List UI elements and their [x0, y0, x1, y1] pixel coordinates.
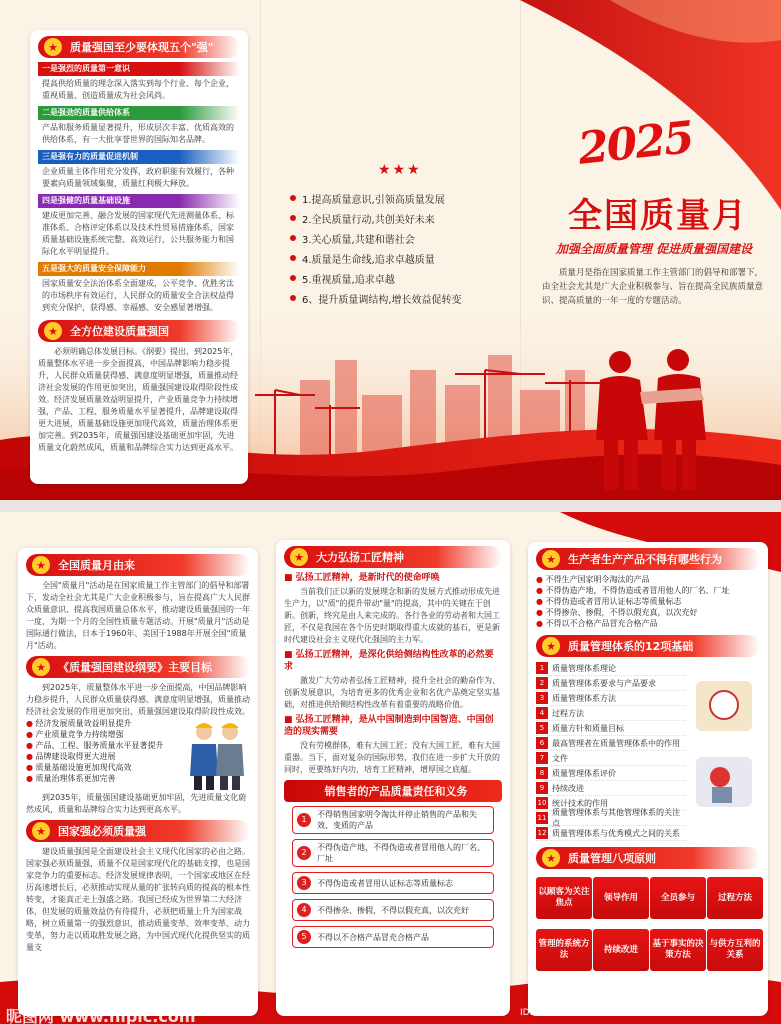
- cover-year: 2025: [575, 112, 695, 175]
- craftsman-sections: [284, 572, 502, 776]
- craftsman-subheading-text: 弘扬工匠精神，是新时代的使命呼唤: [295, 573, 440, 583]
- cover-slogan: 加强全面质量管理 促进质量强国建设: [555, 242, 753, 256]
- slogan-text: 5.重视质量,追求卓越: [302, 274, 395, 286]
- red-dot-icon: ●: [26, 741, 36, 750]
- producer-header: [536, 548, 760, 570]
- principle-tile: 以顾客为关注焦点: [536, 877, 592, 919]
- craftsman-subheading: [284, 714, 502, 738]
- red-square-icon: ■: [284, 573, 296, 583]
- producer-item: [536, 607, 760, 618]
- producer-item: [536, 618, 760, 629]
- craftsman-subbody: 没有劳模群体，难有大国工匠；没有大国工匠，难有大国重器。当下，面对复杂的国际形势，我们在进一步扩大开放的同时，更要练好内功，培育工匠精神，增厚国之底蕴。: [284, 741, 500, 774]
- basis-item-text: 质量管理体系理论: [552, 663, 616, 673]
- goal-bullet-text: 产品、工程、服务质量水平显著提升: [35, 741, 164, 750]
- red-dot-icon: ●: [26, 719, 36, 728]
- craftsman-subheading: [284, 572, 502, 584]
- goals-bullets: [26, 718, 176, 784]
- slogan-text: 3.关心质量,共建和谐社会: [302, 234, 415, 246]
- seller-duty-text: 不得销售国家明令淘汰并停止销售的产品和失效、变质的产品: [317, 810, 477, 830]
- seller-duty-item: [292, 926, 494, 948]
- five-item-heading: 四是强健的质量基础设施: [38, 194, 240, 208]
- slogan-item: [290, 268, 510, 288]
- slogan-panel: [290, 0, 510, 500]
- number-badge: 5: [297, 930, 311, 944]
- star-icon: ★: [542, 849, 560, 867]
- goal-bullet: [26, 751, 176, 762]
- craftsman-card: [276, 540, 510, 1016]
- red-dot-icon: ●: [536, 586, 546, 595]
- red-dot-icon: [290, 255, 296, 261]
- star-icon: ★: [32, 822, 50, 840]
- five-item-body: 建成更加完善、融合发展的国家现代先进测量体系、标准体系、合格评定体系以及技术性贸易措施体系，国家质量基础设施系统完整、高效运行，公共服务能力和国际化水平明显提升。: [42, 211, 234, 256]
- five-item-body: 提高供给质量的理念深入落实到每个行业、每个企业，重视质量、创造质量成为社会风尚。: [42, 79, 234, 100]
- strong-nation-title: 国家强必须质量强: [58, 825, 146, 838]
- producer-item-text: 不得掺杂、掺假，不得以假充真，以次充好: [545, 608, 698, 617]
- producer-item: [536, 596, 760, 607]
- quality-illustration: [690, 671, 760, 821]
- five-item-heading: 二是强劲的质量供给体系: [38, 106, 240, 120]
- seller-duty-text: 不得伪造或者冒用认证标志等质量标志: [317, 878, 453, 888]
- basis-item: [536, 721, 686, 736]
- basis-item-text: 质量管理体系评价: [552, 768, 616, 778]
- five-item-body: 企业质量主体作用充分发挥，政府职能有效履行，各种要素向质量领域集聚，质量红利极大释放。: [42, 167, 234, 188]
- number-badge: 7: [536, 752, 548, 764]
- brochure-inside: [0, 512, 781, 1024]
- basis-item-text: 质量方针和质量目标: [552, 723, 624, 733]
- principles-title: 质量管理八项原则: [568, 852, 656, 865]
- five-item-body: 国家质量安全法治体系全面建成，公平竞争、优胜劣汰的市场秩序有效运行，人民群众的质量安全合法权益得到充分保护，获得感、幸福感、安全感显著增强。: [42, 279, 234, 312]
- basis-item: [536, 661, 686, 676]
- five-strong-list: [38, 62, 240, 314]
- seller-duty-item: [292, 806, 494, 834]
- number-badge: 3: [297, 876, 311, 890]
- origin-card: [18, 548, 258, 1016]
- basis-item: [536, 808, 686, 828]
- goal-bullet: [26, 740, 176, 751]
- watermark-id: ID:25845425 NO:20250827101226754125: [520, 1008, 713, 1018]
- basis-item-text: 质量管理体系要求与产品要求: [552, 678, 656, 688]
- watermark-site: 昵图网 www.nipic.com: [6, 1007, 196, 1024]
- engineers-illustration: [184, 718, 250, 792]
- goal-bullet: [26, 773, 176, 784]
- number-badge: 1: [297, 813, 311, 827]
- producer-list: [536, 574, 760, 629]
- craftsman-subbody: 激发广大劳动者弘扬工匠精神，提升全社会的勤奋作为、创新发展意识，为培育更多的优秀企业和名优产品奠定坚实基础，对推进供给侧结构性改革有着重要的战略价值。: [284, 676, 500, 709]
- full-build-body: 必须明确总体发展目标。《纲要》提出，到2025年，质量整体水平进一步全面提高，中国品牌影响力稳步提升，人民群众质量获得感、满意度明显增强，质量推动经济社会发展的作用更加突出，质量强国建设取得阶段性成效。经济发展质量效益明显提升，产业质量竞争力持续增强，产品、工程、服务质量水平显著提升，品牌建设取得更大进展，质量基础设施更加现代高效，质量治理体系更加完善。到2035年，质量强国建设基础更加牢固，先进质量文化蔚然成风，质量和品牌综合实力达到更高水平。: [38, 347, 239, 452]
- red-dot-icon: [290, 235, 296, 241]
- seller-duty-item: [292, 899, 494, 921]
- goals-title: 《质量强国建设纲要》主要目标: [58, 661, 212, 674]
- full-build-header: [38, 320, 240, 342]
- producer-item-text: 不得以不合格产品冒充合格产品: [545, 619, 658, 628]
- five-strong-header: [38, 36, 240, 58]
- goals-header: [26, 656, 250, 678]
- principle-tile: 过程方法: [707, 877, 763, 919]
- craftsman-title: 大力弘扬工匠精神: [316, 551, 404, 564]
- number-badge: 8: [536, 767, 548, 779]
- number-badge: 12: [537, 829, 547, 837]
- origin-header: [26, 554, 250, 576]
- strong-nation-header: [26, 820, 250, 842]
- star-icon: ★: [542, 550, 560, 568]
- five-strong-card: [30, 30, 248, 484]
- seller-duty-header: [284, 780, 502, 802]
- producer-item: [536, 585, 760, 596]
- slogan-item: [290, 208, 510, 228]
- craftsman-subheading-text: 弘扬工匠精神，是深化供给侧结构性改革的必然要求: [284, 650, 494, 672]
- cover-title: 全国质量月: [568, 196, 748, 236]
- full-build-title: 全方位建设质量强国: [70, 325, 169, 338]
- basis-item: [536, 781, 686, 796]
- red-dot-icon: [290, 295, 296, 301]
- basis-item-text: 统计技术的作用: [552, 798, 608, 808]
- basis-item-text: 质量管理体系与其他管理体系的关注点: [552, 808, 680, 828]
- number-badge: 2: [536, 677, 548, 689]
- basis-item: [536, 706, 686, 721]
- basis-item: [536, 691, 686, 706]
- craftsman-subbody: 当前我们正以新的发展理念和新的发展方式推动形成先进生产力，以"质"的提升带动"量"的提高，其中的关键在于创新。创新，终究是由人来完成的。各行各业的劳动者和大国工匠，不仅是我国在各个历史时期取得重大成就的基石，更是新时代建设社会主义现代化强国的主力军。: [284, 587, 500, 644]
- craftsman-subheading-text: 弘扬工匠精神，是从中国制造到中国智造、中国创造的现实需要: [284, 715, 494, 737]
- goal-bullet-text: 质量治理体系更加完善: [35, 774, 116, 783]
- three-stars-icon: ★★★: [378, 162, 422, 178]
- goals-bullets-block: [26, 718, 250, 792]
- number-badge: 4: [536, 707, 548, 719]
- five-item-heading: 五是强大的质量安全保障能力: [38, 262, 240, 276]
- seller-duty-item: [292, 839, 494, 867]
- basis-item-text: 质量管理体系与优秀模式之间的关系: [552, 828, 680, 838]
- number-badge: 3: [536, 692, 548, 704]
- principle-tile: 持续改进: [593, 929, 649, 971]
- basis-item: [536, 676, 686, 691]
- principles-header: [536, 847, 760, 869]
- red-dot-icon: ●: [536, 608, 546, 617]
- goals-intro: 到2025年，质量整体水平进一步全面提高，中国品牌影响力稳步提升，人民群众质量获得感、满意度明显增强，质量推动经济社会发展的作用更加突出，质量强国建设取得阶段性成效。: [26, 683, 250, 716]
- red-square-icon: ■: [284, 650, 296, 660]
- five-item-heading: 一是强烈的质量第一意识: [38, 62, 240, 76]
- red-dot-icon: [290, 215, 296, 221]
- craftsman-header: [284, 546, 502, 568]
- red-square-icon: ■: [284, 715, 296, 725]
- principle-tile: 与供方互利的关系: [707, 929, 763, 971]
- red-dot-icon: ●: [26, 774, 36, 783]
- star-icon: ★: [290, 548, 308, 566]
- producer-item: [536, 574, 760, 585]
- goal-bullet: [26, 718, 176, 729]
- goal-bullet-text: 品牌建设取得更大进展: [35, 752, 116, 761]
- goal-bullet: [26, 762, 176, 773]
- basis-item-text: 文件: [552, 753, 568, 763]
- producer-item-text: 不得伪造或者冒用认证标志等质量标志: [545, 597, 682, 606]
- five-item-body: 产品和服务质量显著提升，形成层次丰富、优质高效的供给体系，有一大批享誉世界的国际知名品牌。: [42, 123, 234, 144]
- goal-bullet-text: 产业质量竞争力持续增强: [35, 730, 124, 739]
- red-dot-icon: [290, 195, 296, 201]
- star-icon: ★: [44, 38, 62, 56]
- red-dot-icon: [290, 275, 296, 281]
- number-badge: 1: [536, 662, 548, 674]
- basis-item: [536, 751, 686, 766]
- seller-duty-title: 销售者的产品质量责任和义务: [324, 785, 468, 798]
- red-dot-icon: ●: [536, 575, 546, 584]
- goal-bullet: [26, 729, 176, 740]
- principle-tile: 基于事实的决策方法: [650, 929, 706, 971]
- seller-duty-list: [284, 806, 502, 948]
- basis-title: 质量管理体系的12项基础: [568, 640, 694, 653]
- seller-duty-text: 不得掺杂、掺假，不得以假充真，以次充好: [317, 905, 469, 915]
- five-item-heading: 三是强有力的质量促进机制: [38, 150, 240, 164]
- number-badge: 6: [536, 737, 548, 749]
- goal-bullet-text: 经济发展质量效益明显提升: [35, 719, 132, 728]
- origin-title: 全国质量月由来: [58, 559, 135, 572]
- seller-duty-item: [292, 872, 494, 894]
- slogan-item: [290, 248, 510, 268]
- brochure-outside: [0, 0, 781, 500]
- basis-header: [536, 635, 760, 657]
- origin-body: 全国"质量月"活动是在国家质量工作主管部门的倡导和部署下，发动全社会尤其是广大企业积极参与，旨在提高广大人民群众质量意识、提高我国质量总体水平，推动建设质量强国的一年一度，为期一个月的全国性质量专题活动。开展"质量月"活动是国际通行做法，日本于1960年、美国于1988年开展全国"质量月"活动。: [26, 581, 250, 650]
- principle-tile: 全员参与: [650, 877, 706, 919]
- number-badge: 9: [536, 782, 548, 794]
- basis-item: [536, 766, 686, 781]
- slogan-item: [290, 228, 510, 248]
- slogan-text: 6、提升质量调结构,增长效益促转变: [302, 294, 462, 306]
- number-badge: 5: [536, 722, 548, 734]
- basis-item-text: 质量管理体系方法: [552, 693, 616, 703]
- craftsman-subheading: [284, 649, 502, 673]
- basis-item: [536, 826, 686, 841]
- basis-item: [536, 736, 686, 751]
- number-badge: 11: [537, 814, 547, 822]
- red-dot-icon: ●: [536, 619, 546, 628]
- star-icon: ★: [44, 322, 62, 340]
- basis-item-text: 最高管理者在质量管理体系中的作用: [552, 738, 680, 748]
- star-icon: ★: [32, 556, 50, 574]
- strong-nation-body: 建设质量强国是全面建设社会主义现代化国家的必由之路。国家强必须质量强，质量不仅是国家现代化的基础支撑，也是国家竞争力的重要标志。经济发展规律表明，一个国家或地区在经历高速增长后，必须推动实现从量的扩张转向质的提高的根本性转变，才能真正走上强盛之路。我国已经成为世界第二大经济体，但发展的质量效益仍有待提升，必须把质量上升为国家战略，树立质量第一的强烈意识，推动质量变革、效率变革、动力变革，努力走以质取胜发展之路，为中国式现代化提供坚实的质量支: [26, 847, 250, 952]
- red-dot-icon: ●: [536, 597, 546, 606]
- five-strong-title: 质量强国至少要体现五个"强": [70, 41, 214, 54]
- red-dot-icon: ●: [26, 763, 36, 772]
- star-icon: ★: [32, 658, 50, 676]
- star-icon: ★: [542, 637, 560, 655]
- goal-bullet-text: 质量基础设施更加现代高效: [35, 763, 132, 772]
- basis-list: [536, 661, 686, 841]
- producer-title: 生产者生产产品不得有哪些行为: [568, 553, 722, 566]
- slogan-item: [290, 188, 510, 208]
- number-badge: 2: [297, 846, 311, 860]
- red-dot-icon: ●: [26, 752, 36, 761]
- slogan-list: [290, 188, 510, 308]
- producer-item-text: 不得生产国家明令淘汰的产品: [545, 575, 650, 584]
- slogan-item: [290, 288, 510, 308]
- management-card: [528, 542, 768, 1016]
- principle-tile: 领导作用: [593, 877, 649, 919]
- goals-outro: 到2035年，质量强国建设基础更加牢固，先进质量文化蔚然成风，质量和品牌综合实力达到更高水平。: [26, 793, 247, 814]
- basis-item-text: 持续改进: [552, 783, 584, 793]
- slogan-text: 4.质量是生命线,追求卓越质量: [302, 254, 435, 266]
- cover-description: 质量月是指在国家质量工作主管部门的倡导和部署下，由全社会尤其是广大企业积极参与、旨在提高全民族质量意识、提高质量的一年一度的专题活动。: [542, 268, 764, 306]
- seller-duty-text: 不得以不合格产品冒充合格产品: [317, 932, 429, 942]
- number-badge: 4: [297, 903, 311, 917]
- principles-grid: [536, 873, 760, 983]
- seller-duty-text: 不得伪造产地，不得伪造或者冒用他人的厂名、厂址: [317, 843, 485, 863]
- number-badge: 10: [537, 799, 547, 807]
- slogan-text: 1.提高质量意识,引领高质量发展: [302, 194, 445, 206]
- producer-item-text: 不得伪造产地，不得伪造或者冒用他人的厂名、厂址: [545, 586, 730, 595]
- slogan-text: 2.全民质量行动,共创美好未来: [302, 214, 435, 226]
- basis-item-text: 过程方法: [552, 708, 584, 718]
- red-dot-icon: ●: [26, 730, 36, 739]
- cover-panel: [520, 0, 781, 500]
- principle-tile: 管理的系统方法: [536, 929, 592, 971]
